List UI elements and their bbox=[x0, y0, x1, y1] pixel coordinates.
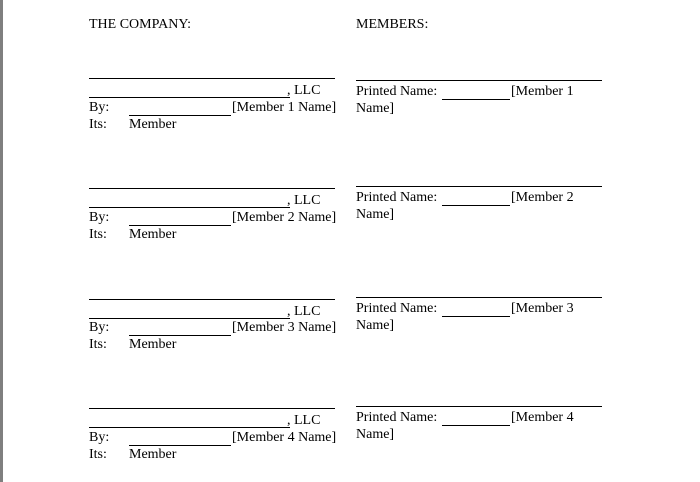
signature-block-3 bbox=[3, 287, 700, 387]
its-value: Member bbox=[129, 227, 177, 242]
its-value: Member bbox=[129, 337, 177, 352]
its-value: Member bbox=[129, 447, 177, 462]
by-signature-line bbox=[129, 225, 231, 226]
llc-suffix: , LLC bbox=[287, 193, 321, 208]
llc-suffix: , LLC bbox=[287, 413, 321, 428]
company-heading: THE COMPANY: bbox=[89, 17, 192, 32]
printed-name-label: Printed Name: bbox=[356, 410, 438, 425]
its-value: Member bbox=[129, 117, 177, 132]
member-name-end: Name] bbox=[356, 318, 395, 333]
company-name-line bbox=[89, 318, 290, 319]
by-name: [Member 4 Name] bbox=[232, 430, 337, 445]
by-signature-line bbox=[129, 335, 231, 336]
company-name-line bbox=[89, 427, 290, 428]
llc-suffix: , LLC bbox=[287, 304, 321, 319]
printed-name-label: Printed Name: bbox=[356, 84, 438, 99]
signature-block-1 bbox=[3, 66, 700, 166]
by-label: By: bbox=[89, 100, 110, 115]
member-name-end: Name] bbox=[356, 207, 395, 222]
members-heading: MEMBERS: bbox=[356, 17, 429, 32]
printed-name-line bbox=[442, 205, 510, 206]
printed-name-label: Printed Name: bbox=[356, 301, 438, 316]
signature-block-2 bbox=[3, 176, 700, 276]
member-name-end: Name] bbox=[356, 427, 395, 442]
company-signature-line bbox=[89, 78, 335, 79]
by-signature-line bbox=[129, 115, 231, 116]
by-label: By: bbox=[89, 430, 110, 445]
member-name-start: [Member 1 bbox=[511, 84, 574, 99]
printed-name-line bbox=[442, 425, 510, 426]
printed-name-line bbox=[442, 99, 510, 100]
member-signature-line bbox=[356, 80, 602, 81]
company-signature-line bbox=[89, 299, 335, 300]
llc-suffix: , LLC bbox=[287, 83, 321, 98]
by-name: [Member 3 Name] bbox=[232, 320, 337, 335]
member-signature-line bbox=[356, 186, 602, 187]
company-signature-line bbox=[89, 188, 335, 189]
its-label: Its: bbox=[89, 227, 107, 242]
printed-name-label: Printed Name: bbox=[356, 190, 438, 205]
member-signature-line bbox=[356, 297, 602, 298]
printed-name-line bbox=[442, 316, 510, 317]
company-signature-line bbox=[89, 408, 335, 409]
member-name-end: Name] bbox=[356, 101, 395, 116]
by-name: [Member 2 Name] bbox=[232, 210, 337, 225]
document-page bbox=[3, 0, 700, 482]
member-signature-line bbox=[356, 406, 602, 407]
by-signature-line bbox=[129, 445, 231, 446]
company-name-line bbox=[89, 97, 290, 98]
its-label: Its: bbox=[89, 447, 107, 462]
by-label: By: bbox=[89, 210, 110, 225]
its-label: Its: bbox=[89, 117, 107, 132]
by-name: [Member 1 Name] bbox=[232, 100, 337, 115]
company-name-line bbox=[89, 207, 290, 208]
its-label: Its: bbox=[89, 337, 107, 352]
signature-block-4 bbox=[3, 396, 700, 482]
member-name-start: [Member 2 bbox=[511, 190, 574, 205]
member-name-start: [Member 3 bbox=[511, 301, 574, 316]
member-name-start: [Member 4 bbox=[511, 410, 574, 425]
by-label: By: bbox=[89, 320, 110, 335]
